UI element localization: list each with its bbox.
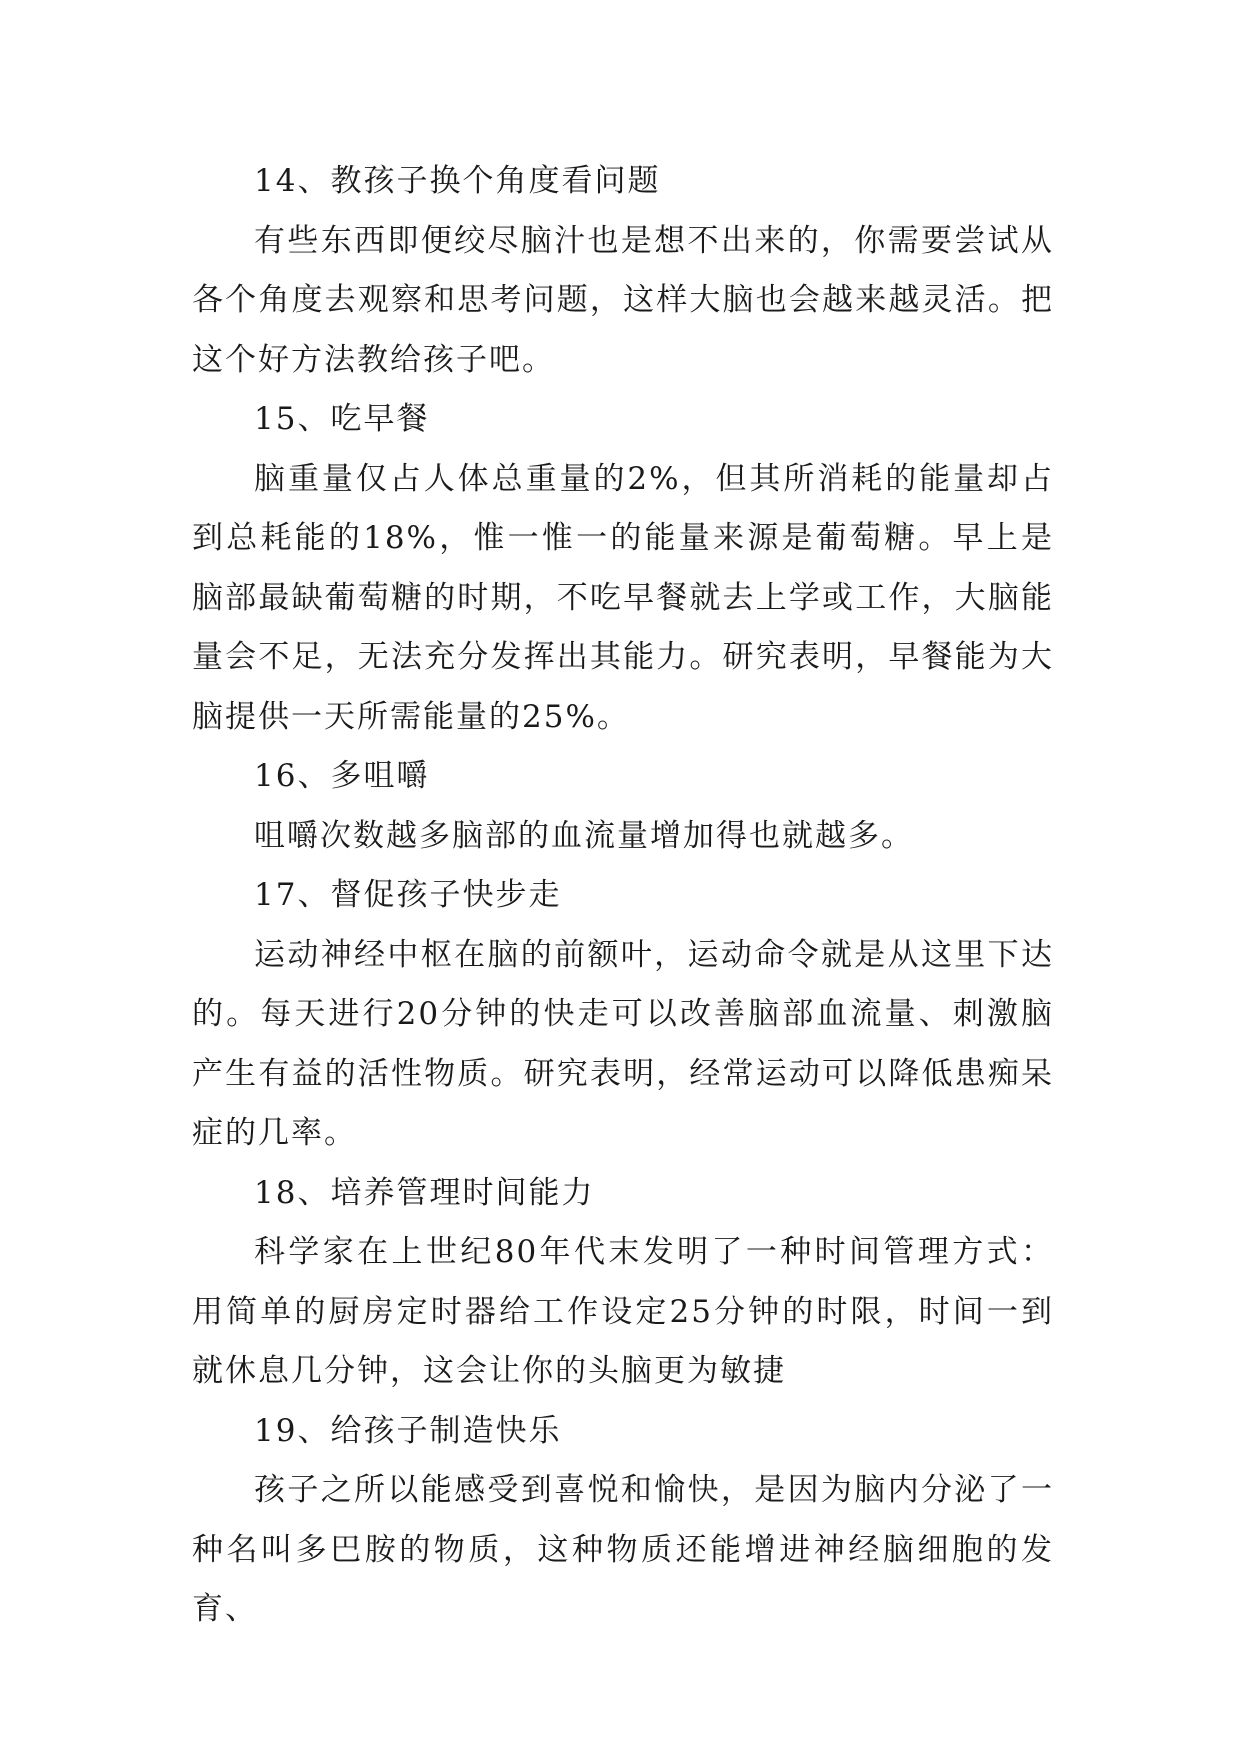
section-heading-19: 19、给孩子制造快乐 [254,1412,562,1449]
section-heading-17: 17、督促孩子快步走 [254,877,562,913]
section-paragraph-18: 科学家在上世纪80年代末发明了一种时间管理方式：用简单的厨房定时器给工作设定25分钟的时限，时间一到就休息几分钟，这会让你的头脑更为敏捷 [192,1234,1054,1389]
section-paragraph-16: 咀嚼次数越多脑部的血流量增加得也就越多。 [254,817,914,854]
section-heading-14: 14、教孩子换个角度看问题 [254,163,661,199]
section-paragraph-17: 运动神经中枢在脑的前额叶，运动命令就是从这里下达的。每天进行20分钟的快走可以改善脑部血流量、刺激脑产生有益的活性物质。研究表明，经常运动可以降低患痴呆症的几率。 [192,936,1054,1151]
section-paragraph-15: 脑重量仅占人体总重量的2%，但其所消耗的能量却占到总耗能的18%，惟一惟一的能量来源是葡萄糖。早上是脑部最缺葡萄糖的时期，不吃早餐就去上学或工作，大脑能量会不足，无法充分发挥出其能力。研究表明，早餐能为大脑提供一天所需能量的25%。 [192,460,1054,735]
section-heading-16: 16、多咀嚼 [254,758,430,794]
section-heading-15: 15、吃早餐 [254,401,430,437]
section-heading-18: 18、培养管理时间能力 [254,1174,595,1211]
section-paragraph-19: 孩子之所以能感受到喜悦和愉快，是因为脑内分泌了一种名叫多巴胺的物质，这种物质还能增进神经脑细胞的发育、 [192,1472,1054,1627]
document-body [192,152,1054,1640]
section-paragraph-14: 有些东西即便绞尽脑汁也是想不出来的，你需要尝试从各个角度去观察和思考问题，这样大脑也会越来越灵活。把这个好方法教给孩子吧。 [192,222,1054,378]
